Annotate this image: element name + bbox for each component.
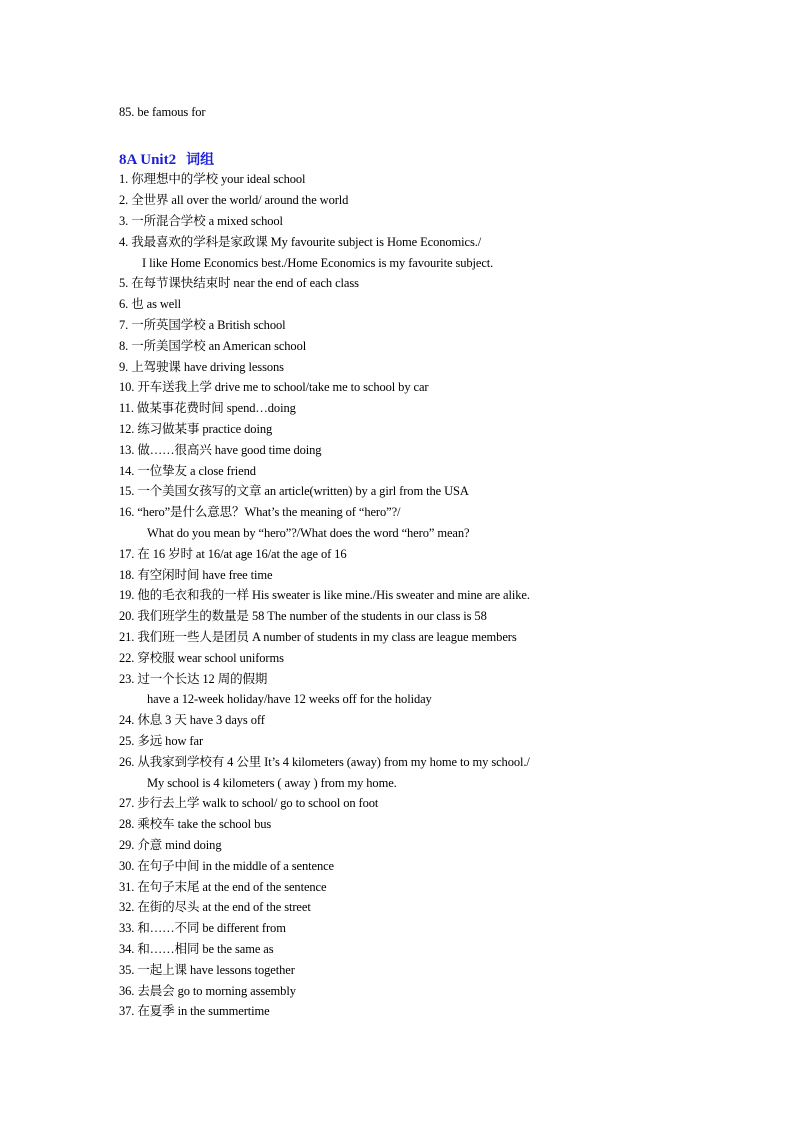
list-item: 8. 一所美国学校 an American school <box>119 339 307 353</box>
list-item: 13. 做……很高兴 have good time doing <box>119 443 322 457</box>
list-item: 1. 你理想中的学校 your ideal school <box>119 172 306 186</box>
list-item: 26. 从我家到学校有 4 公里 It’s 4 kilometers (away) from my home to my school./ <box>119 755 530 769</box>
list-item: 35. 一起上课 have lessons together <box>119 963 295 977</box>
list-item: 36. 去晨会 go to morning assembly <box>119 984 296 998</box>
list-item: 12. 练习做某事 practice doing <box>119 422 273 436</box>
list-item: 11. 做某事花费时间 spend…doing <box>119 401 296 415</box>
list-item: 28. 乘校车 take the school bus <box>119 817 272 831</box>
list-item-continuation: What do you mean by “hero”?/What does the word “hero” mean? <box>147 526 470 540</box>
list-item: 20. 我们班学生的数量是 58 The number of the students in our class is 58 <box>119 609 487 623</box>
list-item: 6. 也 as well <box>119 297 181 311</box>
list-item: 23. 过一个长达 12 周的假期 <box>119 672 268 686</box>
list-item: 21. 我们班一些人是团员 A number of students in my class are league members <box>119 630 517 644</box>
list-item: 30. 在句子中间 in the middle of a sentence <box>119 859 335 873</box>
list-item: 2. 全世界 all over the world/ around the world <box>119 193 349 207</box>
list-item-continuation: My school is 4 kilometers ( away ) from my home. <box>147 776 397 790</box>
list-item: 32. 在街的尽头 at the end of the street <box>119 900 311 914</box>
list-item: 3. 一所混合学校 a mixed school <box>119 214 283 228</box>
list-item-continuation: have a 12-week holiday/have 12 weeks off for the holiday <box>147 692 432 706</box>
list-item: 17. 在 16 岁时 at 16/at age 16/at the age of 16 <box>119 547 347 561</box>
list-item: 33. 和……不同 be different from <box>119 921 286 935</box>
list-item: 5. 在每节课快结束时 near the end of each class <box>119 276 359 290</box>
list-item: 85. be famous for <box>119 105 206 119</box>
list-item: 16. “hero”是什么意思？What’s the meaning of “hero”?/ <box>119 505 401 519</box>
list-item: 14. 一位挚友 a close friend <box>119 464 256 478</box>
list-item-continuation: I like Home Economics best./Home Economics is my favourite subject. <box>142 256 494 270</box>
list-item: 31. 在句子末尾 at the end of the sentence <box>119 880 327 894</box>
list-item: 15. 一个美国女孩写的文章 an article(written) by a girl from the USA <box>119 484 469 498</box>
list-item: 10. 开车送我上学 drive me to school/take me to school by car <box>119 380 429 394</box>
list-item: 37. 在夏季 in the summertime <box>119 1004 270 1018</box>
list-item: 7. 一所英国学校 a British school <box>119 318 286 332</box>
list-item: 9. 上驾驶课 have driving lessons <box>119 360 284 374</box>
list-item: 4. 我最喜欢的学科是家政课 My favourite subject is Home Economics./ <box>119 235 482 249</box>
list-item: 25. 多远 how far <box>119 734 204 748</box>
list-item: 24. 休息 3 天 have 3 days off <box>119 713 265 727</box>
list-item: 18. 有空闲时间 have free time <box>119 568 273 582</box>
heading-subtitle: 词组 <box>186 152 215 168</box>
section-heading <box>119 149 214 169</box>
list-item: 19. 他的毛衣和我的一样 His sweater is like mine./His sweater and mine are alike. <box>119 588 530 602</box>
list-item: 22. 穿校服 wear school uniforms <box>119 651 284 665</box>
list-item: 27. 步行去上学 walk to school/ go to school on foot <box>119 796 379 810</box>
list-item: 29. 介意 mind doing <box>119 838 222 852</box>
heading-title: 8A Unit2 <box>119 152 177 168</box>
list-item: 34. 和……相同 be the same as <box>119 942 274 956</box>
